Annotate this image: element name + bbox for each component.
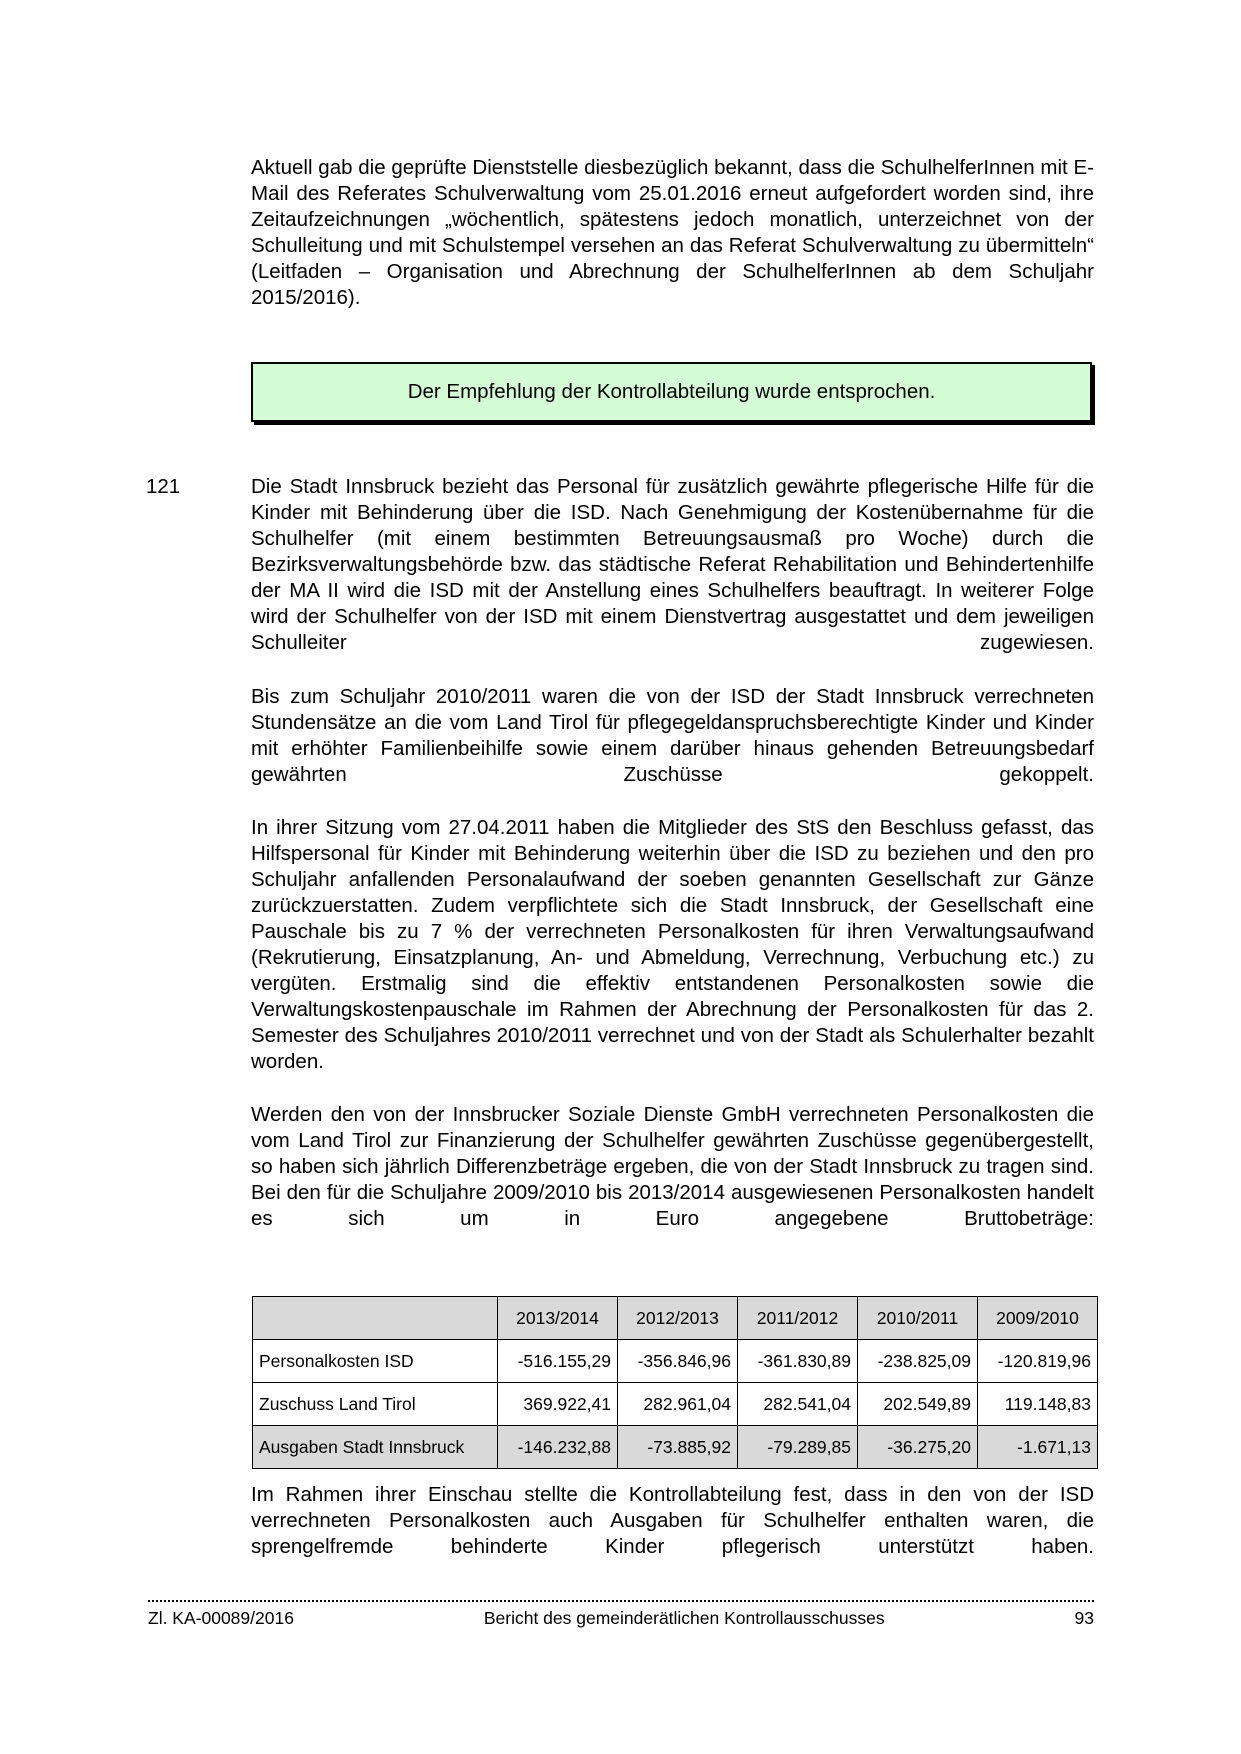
table-header-cell: 2013/2014	[498, 1297, 618, 1340]
table-header-cell: 2011/2012	[738, 1297, 858, 1340]
paragraph-differences: Werden den von der Innsbrucker Soziale Dienste GmbH verrechneten Personalkosten die vom Land Tirol zur Finanzierung der Schulhelfer gewährten Zuschüsse gegenübergestellt, so haben sich jährlich Differenzbeträge ergeben, die von der Stadt Innsbruck zu tragen sind. Bei den für die Schuljahre 2009/2010 bis 2013/2014 ausgewiesenen Personalkosten handelt es sich um in Euro angegebene Bruttobeträge:	[251, 1103, 1094, 1230]
page-footer	[148, 1608, 1094, 1629]
footer-reference: Zl. KA-00089/2016	[148, 1608, 294, 1628]
table-cell: -79.289,85	[738, 1426, 858, 1469]
table-total-row	[253, 1426, 1098, 1469]
section-number: 121	[146, 475, 181, 498]
table-cell: -516.155,29	[498, 1340, 618, 1383]
table-header-cell	[253, 1297, 498, 1340]
table-cell: -73.885,92	[618, 1426, 738, 1469]
table-cell: -361.830,89	[738, 1340, 858, 1383]
table-header-row	[253, 1297, 1098, 1340]
footer-divider	[148, 1600, 1094, 1602]
table-cell: -356.846,96	[618, 1340, 738, 1383]
paragraph-findings: Im Rahmen ihrer Einschau stellte die Kontrollabteilung fest, dass in den von der ISD verrechneten Personalkosten auch Ausgaben für Schulhelfer enthalten waren, die sprengelfremde behinderte Kinder pflegerisch unterstützt haben.	[251, 1483, 1094, 1558]
table-cell: 202.549,89	[858, 1383, 978, 1426]
table-header-cell: 2009/2010	[978, 1297, 1098, 1340]
row-label: Zuschuss Land Tirol	[253, 1383, 498, 1426]
row-label: Personalkosten ISD	[253, 1340, 498, 1383]
table-cell: 282.541,04	[738, 1383, 858, 1426]
table-cell: -238.825,09	[858, 1340, 978, 1383]
table-cell: -146.232,88	[498, 1426, 618, 1469]
table-header-cell: 2012/2013	[618, 1297, 738, 1340]
paragraph-timesheets: Aktuell gab die geprüfte Dienststelle diesbezüglich bekannt, dass die SchulhelferInnen mit E-Mail des Referates Schulverwaltung vom 25.01.2016 erneut aufgefordert worden sind, ihre Zeitaufzeichnungen „wöchentlich, spätestens jedoch monatlich, unterzeichnet von der Schulleitung und mit Schulstempel versehen an das Referat Schulverwaltung zu übermitteln“ (Leitfaden – Organisation und Abrechnung der SchulhelferInnen ab dem Schuljahr 2015/2016).	[251, 156, 1094, 309]
table-row	[253, 1340, 1098, 1383]
table-cell: -120.819,96	[978, 1340, 1098, 1383]
table-row	[253, 1383, 1098, 1426]
paragraph-hourly-rates: Bis zum Schuljahr 2010/2011 waren die von der ISD der Stadt Innsbruck verrechneten Stundensätze an die vom Land Tirol für pflegegeldanspruchsberechtigte Kinder und Kinder mit erhöhter Familienbeihilfe sowie einem darüber hinaus gehenden Betreuungsbedarf gewährten Zuschüsse gekoppelt.	[251, 685, 1094, 786]
paragraph-resolution: In ihrer Sitzung vom 27.04.2011 haben die Mitglieder des StS den Beschluss gefasst, das Hilfspersonal für Kinder mit Behinderung weiterhin über die ISD zu beziehen und den pro Schuljahr anfallenden Personalaufwand der soeben genannten Gesellschaft zur Gänze zurückzuerstatten. Zudem verpflichtete sich die Stadt Innsbruck, der Gesellschaft eine Pauschale bis zu 7 % der verrechneten Personalkosten für ihren Verwaltungsaufwand (Rekrutierung, Einsatzplanung, An- und Abmeldung, Verrechnung, Verbuchung etc.) zu vergüten. Erstmalig sind die effektiv entstandenen Personalkosten sowie die Verwaltungskostenpauschale im Rahmen der Abrechnung der Personalkosten für das 2. Semester des Schuljahres 2010/2011 verrechnet und von der Stadt als Schulerhalter bezahlt worden.	[251, 816, 1094, 1073]
paragraph-personnel: Die Stadt Innsbruck bezieht das Personal für zusätzlich gewährte pflegerische Hilfe für die Kinder mit Behinderung über die ISD. Nach Genehmigung der Kostenübernahme für die Schulhelfer (mit einem bestimmten Betreuungsausmaß pro Woche) durch die Bezirksverwaltungsbehörde bzw. das städtische Referat Rehabilitation und Behindertenhilfe der MA II wird die ISD mit der Anstellung eines Schulhelfers beauftragt. In weiterer Folge wird der Schulhelfer von der ISD mit einem Dienstvertrag ausgestattet und dem jeweiligen Schulleiter zugewiesen.	[251, 475, 1094, 654]
footer-title: Bericht des gemeinderätlichen Kontrollausschusses	[483, 1608, 885, 1628]
table-cell: 369.922,41	[498, 1383, 618, 1426]
table-header-cell: 2010/2011	[858, 1297, 978, 1340]
page-number: 93	[1074, 1608, 1094, 1628]
table-cell: 282.961,04	[618, 1383, 738, 1426]
recommendation-box	[251, 362, 1092, 422]
table-cell: -36.275,20	[858, 1426, 978, 1469]
recommendation-text: Der Empfehlung der Kontrollabteilung wurde entsprochen.	[407, 380, 936, 403]
row-label: Ausgaben Stadt Innsbruck	[253, 1426, 498, 1469]
financial-table	[252, 1296, 1098, 1469]
table-cell: -1.671,13	[978, 1426, 1098, 1469]
table-cell: 119.148,83	[978, 1383, 1098, 1426]
